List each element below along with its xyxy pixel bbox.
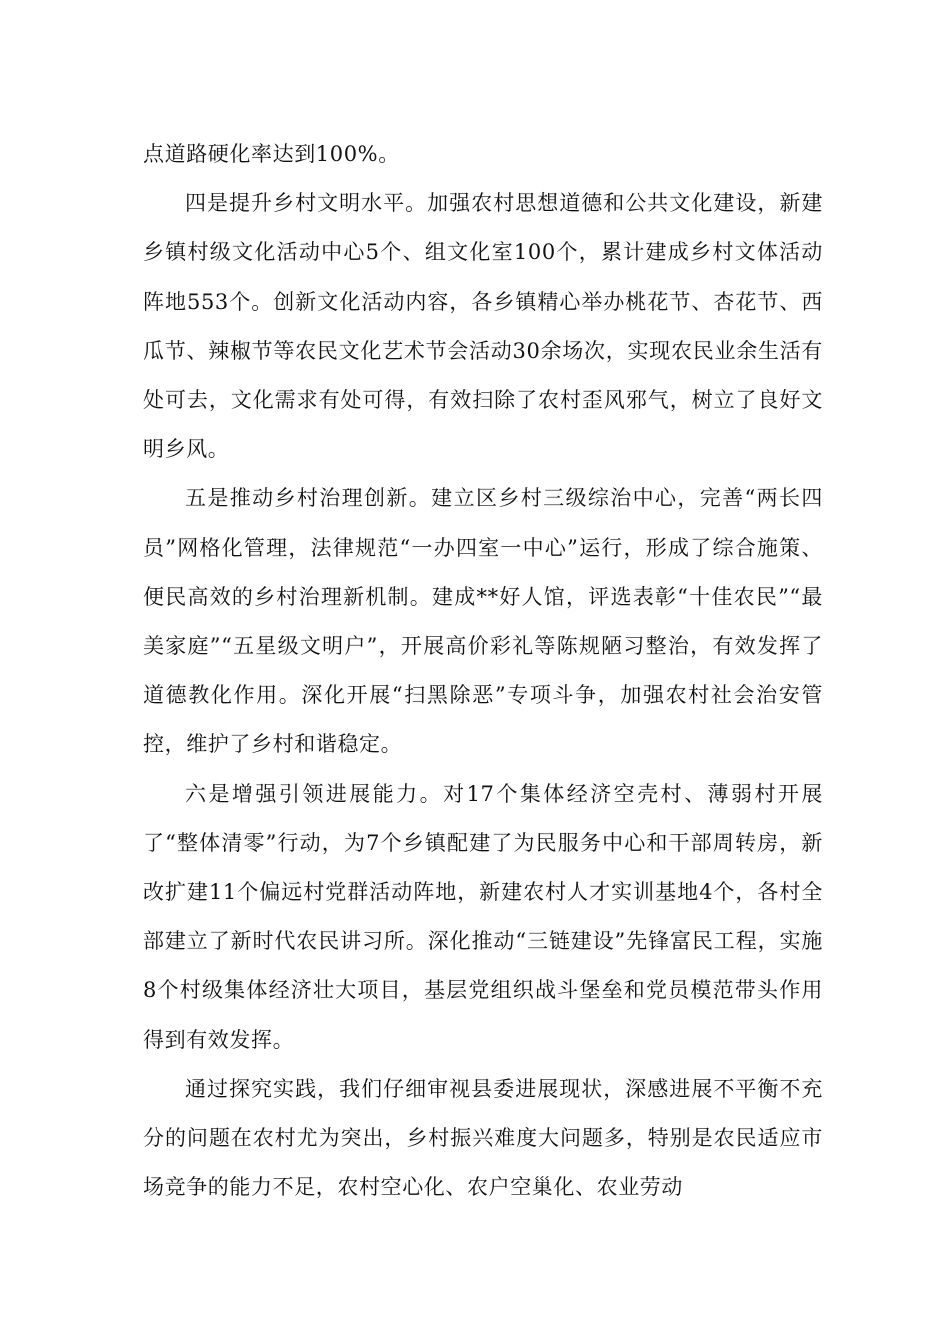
paragraph-continuation: 点道路硬化率达到100%。	[143, 142, 400, 166]
paragraph-reflection: 通过探究实践，我们仔细审视县委进展现状，深感进展不平衡不充分的问题在农村尤为突出，乡村振兴难度大问题多，特别是农民适应市场竞争的能力不足，农村空心化、农户空巢化、农业劳动	[143, 1076, 823, 1200]
paragraph-rural-governance: 五是推动乡村治理创新。建立区乡村三级综治中心，完善“两长四员”网格化管理，法律规范“一办四室一中心”运行，形成了综合施策、便民高效的乡村治理新机制。建成**好人馆，评选表彰“十佳农民”“最美家庭”“五星级文明户”，开展高价彩礼等陈规陋习整治，有效发挥了道德教化作用。深化开展“扫黑除恶”专项斗争，加强农村社会治安管控，维护了乡村和谐稳定。	[143, 486, 823, 757]
document-body	[143, 130, 823, 1212]
paragraph-rural-civilization: 四是提升乡村文明水平。加强农村思想道德和公共文化建设，新建乡镇村级文化活动中心5个、组文化室100个，累计建成乡村文体活动阵地553个。创新文化活动内容，各乡镇精心举办桃花节、杏花节、西瓜节、辣椒节等农民文化艺术节会活动30余场次，实现农民业余生活有处可去，文化需求有处可得，有效扫除了农村歪风邪气，树立了良好文明乡风。	[143, 191, 823, 462]
paragraph-leadership-capacity: 六是增强引领进展能力。对17个集体经济空壳村、薄弱村开展了“整体清零”行动，为7个乡镇配建了为民服务中心和干部周转房，新改扩建11个偏远村党群活动阵地，新建农村人才实训基地4个，各村全部建立了新时代农民讲习所。深化推动“三链建设”先锋富民工程，实施8个村级集体经济壮大项目，基层党组织战斗堡垒和党员模范带头作用得到有效发挥。	[143, 781, 823, 1052]
